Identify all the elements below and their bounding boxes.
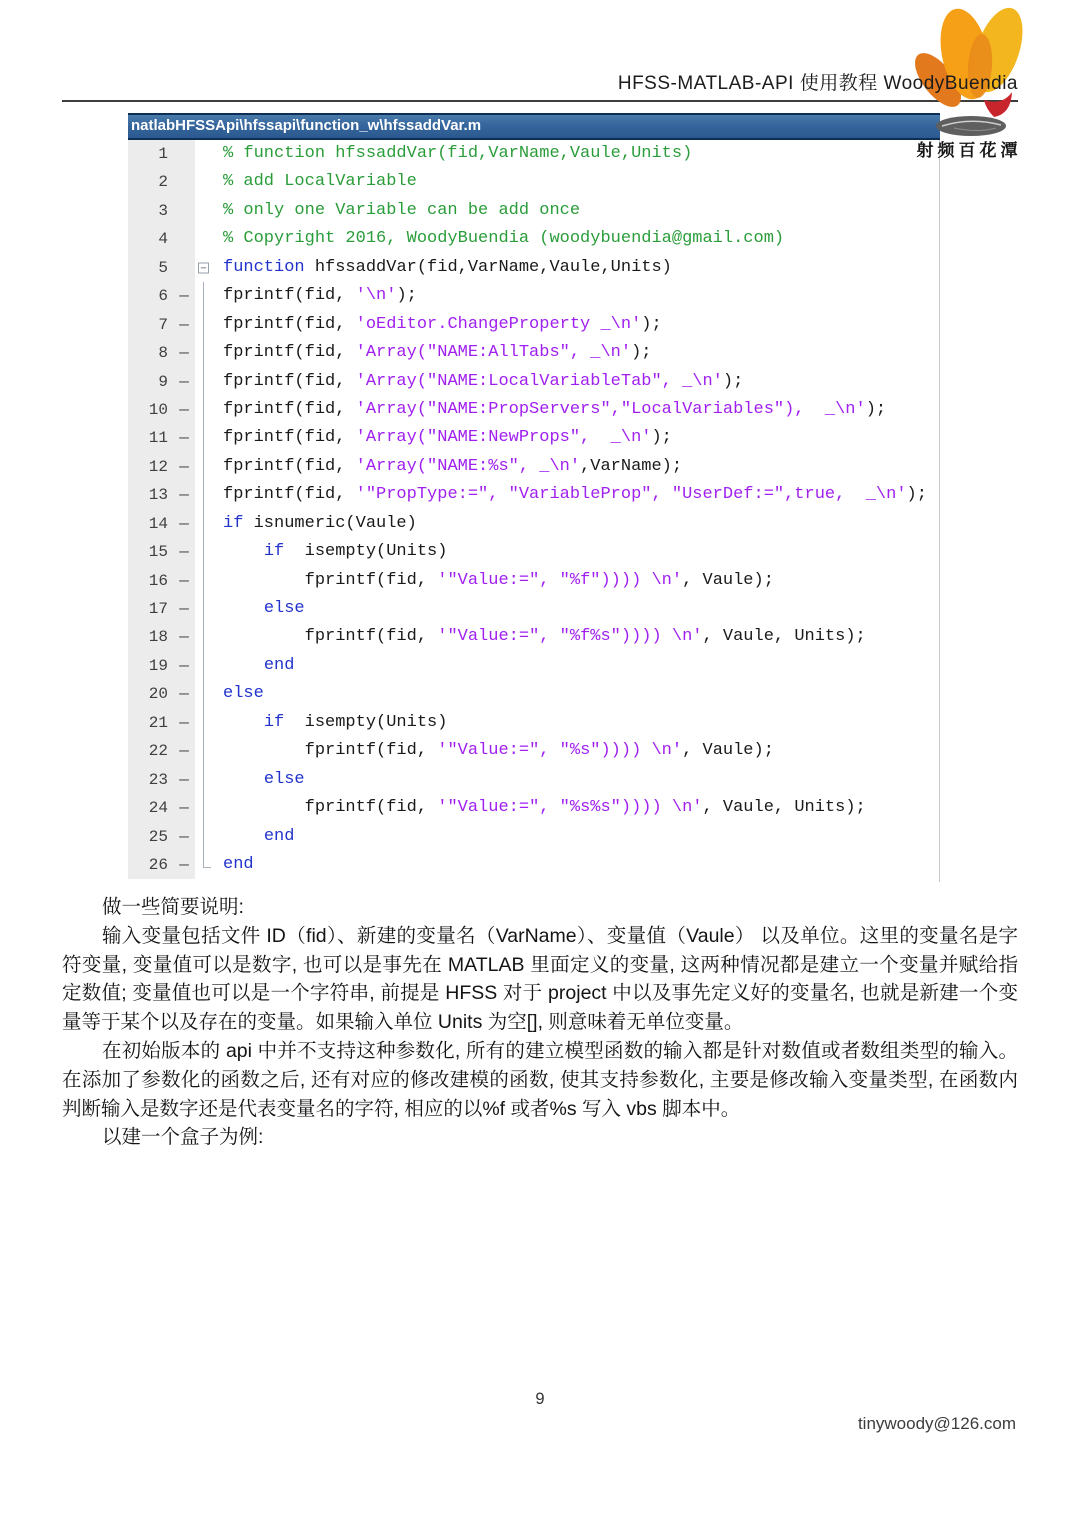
code-text: fprintf(fid, '"Value:=", "%f%s")))) \n', Vaule, Units); (223, 627, 866, 647)
code-text: if isempty(Units) (263, 712, 448, 732)
code-text: fprintf(fid, 'Array("NAME:%s", _\n',VarName); (223, 456, 683, 476)
line-number: 8 (128, 339, 173, 367)
line-number: 19 (128, 652, 173, 680)
fold-line-icon (195, 595, 215, 623)
executable-dash (173, 197, 195, 225)
code-text: fprintf(fid, 'Array("NAME:PropServers","LocalVariables"), _\n'); (223, 399, 887, 419)
executable-dash: — (173, 396, 195, 424)
line-number: 21 (128, 709, 173, 737)
editor-file-path: natlabHFSSApi\hfssapi\function_w\hfssaddVar.m (131, 117, 482, 134)
code-line (128, 311, 939, 339)
fold-line-icon (195, 623, 215, 651)
executable-dash: — (173, 368, 195, 396)
code-text: end (263, 826, 295, 846)
code-text: fprintf(fid, '"Value:=", "%s")))) \n', Vaule); (223, 741, 774, 761)
fold-line-icon (195, 737, 215, 765)
paragraph-3: 以建一个盒子为例: (101, 1126, 264, 1149)
executable-dash (173, 168, 195, 196)
code-text: fprintf(fid, 'Array("NAME:NewProps", _\n'); (223, 428, 672, 448)
code-line (128, 396, 939, 424)
executable-dash: — (173, 766, 195, 794)
code-text: function hfssaddVar(fid,VarName,Vaule,Units) (223, 257, 672, 277)
code-text: fprintf(fid, '\n'); (223, 286, 417, 306)
code-line (128, 823, 939, 851)
fold-gutter (195, 197, 215, 225)
header-divider (62, 100, 1018, 102)
code-line (128, 481, 939, 509)
code-line (128, 737, 939, 765)
line-number: 22 (128, 737, 173, 765)
code-line (128, 510, 939, 538)
executable-dash: — (173, 424, 195, 452)
line-number: 12 (128, 453, 173, 481)
code-text: end (263, 655, 295, 675)
line-number: 15 (128, 538, 173, 566)
executable-dash: — (173, 794, 195, 822)
fold-end-icon (195, 851, 215, 879)
code-text: if isnumeric(Vaule) (223, 513, 417, 533)
fold-line-icon (195, 823, 215, 851)
code-lines (128, 140, 939, 879)
fold-line-icon (195, 424, 215, 452)
fold-gutter (195, 168, 215, 196)
fold-line-icon (195, 766, 215, 794)
line-number: 18 (128, 623, 173, 651)
header-title: HFSS-MATLAB-API 使用教程 WoodyBuendia (617, 73, 1018, 94)
code-line (128, 538, 939, 566)
code-text: else (263, 599, 305, 618)
fold-line-icon (195, 652, 215, 680)
code-line (128, 709, 939, 737)
code-text: fprintf(fid, 'oEditor.ChangeProperty _\n'); (223, 314, 662, 334)
fold-line-icon (195, 567, 215, 595)
fold-line-icon (195, 709, 215, 737)
executable-dash: — (173, 709, 195, 737)
fold-line-icon (195, 368, 215, 396)
code-line (128, 794, 939, 822)
line-number: 7 (128, 311, 173, 339)
executable-dash: — (173, 510, 195, 538)
code-line (128, 282, 939, 310)
executable-dash: — (173, 595, 195, 623)
executable-dash (173, 254, 195, 282)
code-line (128, 623, 939, 651)
logo-text: 射频百花潭 (916, 141, 1022, 160)
line-number: 20 (128, 680, 173, 708)
explain-title: 做一些简要说明: (101, 896, 244, 918)
line-number: 4 (128, 225, 173, 253)
code-line (128, 168, 939, 196)
line-number: 17 (128, 595, 173, 623)
fold-gutter (195, 140, 215, 168)
executable-dash: — (173, 680, 195, 708)
code-line (128, 197, 939, 225)
code-text: else (223, 684, 264, 704)
editor-window (128, 113, 940, 882)
executable-dash: — (173, 652, 195, 680)
executable-dash: — (173, 567, 195, 595)
fold-line-icon (195, 481, 215, 509)
code-text: fprintf(fid, 'Array("NAME:AllTabs", _\n'); (223, 343, 652, 363)
code-area (128, 140, 940, 882)
line-number: 10 (128, 396, 173, 424)
code-text: else (263, 769, 305, 789)
executable-dash: — (173, 481, 195, 509)
fold-open-icon[interactable]: − (195, 254, 215, 282)
fold-line-icon (195, 311, 215, 339)
line-number: 16 (128, 567, 173, 595)
code-line (128, 652, 939, 680)
code-line (128, 424, 939, 452)
line-number: 5 (128, 254, 173, 282)
code-text: fprintf(fid, 'Array("NAME:LocalVariableTab", _\n'); (223, 371, 744, 391)
fold-gutter (195, 225, 215, 253)
code-text: % only one Variable can be add once (223, 200, 581, 220)
page-number: 9 (535, 1390, 545, 1408)
code-line (128, 766, 939, 794)
executable-dash: — (173, 311, 195, 339)
executable-dash: — (173, 453, 195, 481)
executable-dash: — (173, 282, 195, 310)
code-text: end (223, 854, 254, 874)
line-number: 23 (128, 766, 173, 794)
fold-line-icon (195, 538, 215, 566)
body-text (62, 893, 1018, 1152)
paragraph-2: 在初始版本的 api 中并不支持这种参数化, 所有的建立模型函数的输入都是针对数值或者数组类型的输入。在添加了参数化的函数之后, 还有对应的修改建模的函数, 使其支持参数化, 主要是修改输入变量类型, 在函数内判断输入是数字还是代表变量名的字符, 相应的以%f 或者%s 写入 vbs 脚本中。 (62, 1039, 1018, 1120)
line-number: 1 (128, 140, 173, 168)
code-line (128, 339, 939, 367)
line-number: 14 (128, 510, 173, 538)
code-line (128, 254, 939, 282)
code-line (128, 225, 939, 253)
code-line (128, 567, 939, 595)
fold-line-icon (195, 794, 215, 822)
executable-dash (173, 225, 195, 253)
executable-dash: — (173, 737, 195, 765)
code-text: fprintf(fid, '"Value:=", "%s%s")))) \n', Vaule, Units); (223, 798, 866, 818)
line-number: 13 (128, 481, 173, 509)
code-text: if isempty(Units) (263, 542, 448, 562)
code-line (128, 453, 939, 481)
code-line (128, 680, 939, 708)
executable-dash (173, 140, 195, 168)
line-number: 3 (128, 197, 173, 225)
line-number: 11 (128, 424, 173, 452)
line-number: 25 (128, 823, 173, 851)
executable-dash: — (173, 538, 195, 566)
executable-dash: — (173, 823, 195, 851)
code-line (128, 595, 939, 623)
editor-title-bar (128, 113, 940, 140)
executable-dash: — (173, 623, 195, 651)
line-number: 9 (128, 368, 173, 396)
fold-line-icon (195, 453, 215, 481)
executable-dash: — (173, 851, 195, 879)
code-text: fprintf(fid, '"PropType:=", "VariableProp", "UserDef:=",true, _\n'); (223, 485, 927, 505)
line-number: 2 (128, 168, 173, 196)
code-text: % function hfssaddVar(fid,VarName,Vaule,Units) (223, 144, 693, 163)
code-line (128, 851, 939, 879)
code-text: % add LocalVariable (223, 172, 417, 192)
executable-dash: — (173, 339, 195, 367)
line-number: 24 (128, 794, 173, 822)
code-text: fprintf(fid, '"Value:=", "%f")))) \n', Vaule); (223, 570, 774, 590)
fold-line-icon (195, 282, 215, 310)
fold-line-icon (195, 510, 215, 538)
code-line (128, 368, 939, 396)
fold-line-icon (195, 680, 215, 708)
code-text: % Copyright 2016, WoodyBuendia (woodybuendia@gmail.com) (223, 229, 785, 249)
fold-line-icon (195, 396, 215, 424)
code-line (128, 140, 939, 168)
fold-line-icon (195, 339, 215, 367)
footer-email: tinywoody@126.com (857, 1414, 1016, 1433)
line-number: 26 (128, 851, 173, 879)
paragraph-1: 输入变量包括文件 ID（fid）、新建的变量名（VarName）、变量值（Vaule） 以及单位。这里的变量名是字符变量, 变量值可以是数字, 也可以是事先在 MATLAB 里面定义的变量, 这两种情况都是建立一个变量并赋给指定数值; 变量值也可以是一个字符串, 前提是 HFSS 对于 project 中以及事先定义好的变量名, 也就是新建一个变量等于某个以及存在的变量。如果输入单位 Units 为空[], 则意味着无单位变量。 (62, 924, 1018, 1034)
line-number: 6 (128, 282, 173, 310)
